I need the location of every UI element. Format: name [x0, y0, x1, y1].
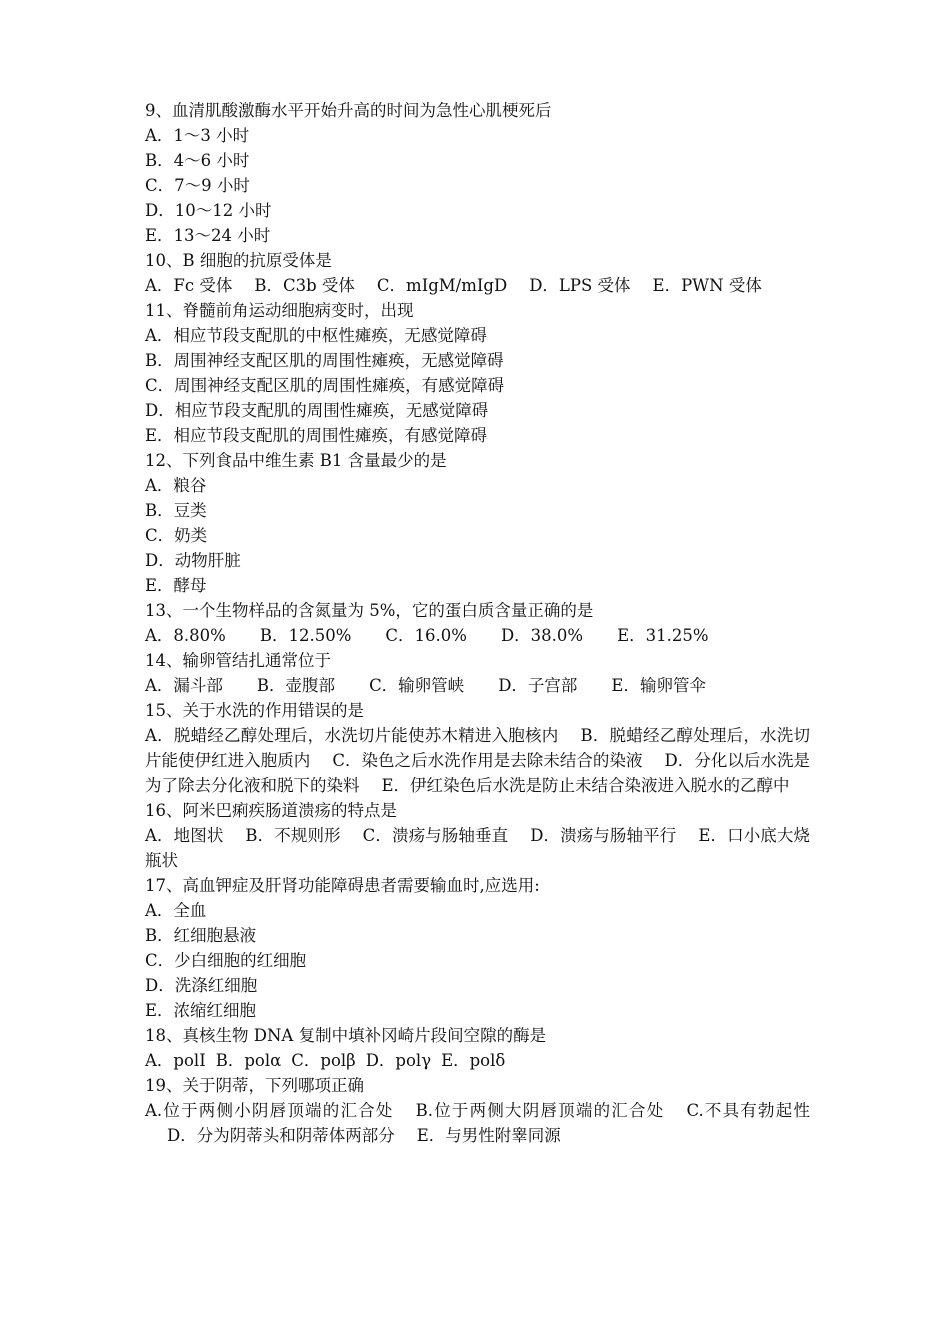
answer-option: E．PWN 受体	[652, 276, 762, 295]
question-stem: 14、输卵管结扎通常位于	[145, 651, 331, 670]
answer-option: B．脱蜡经乙醇处理后，水洗切片能使伊红进入胞质内	[145, 726, 810, 770]
answer-option: C．奶类	[145, 526, 208, 545]
answer-options-row	[145, 623, 810, 648]
answer-option: B．红细胞悬液	[145, 926, 257, 945]
answer-option: C．周围神经支配区肌的周围性瘫痪，有感觉障碍	[145, 376, 505, 395]
answer-option: A．8.80%	[145, 626, 226, 645]
question-block	[145, 98, 810, 248]
answer-option: D．LPS 受体	[529, 276, 631, 295]
question-block	[145, 448, 810, 598]
answer-option: C．polβ	[291, 1051, 356, 1070]
answer-option: A．相应节段支配肌的中枢性瘫痪，无感觉障碍	[145, 326, 487, 345]
answer-option: D．动物肝脏	[145, 551, 241, 570]
answer-option: E．与男性附睾同源	[416, 1126, 561, 1145]
answer-option: B.位于两侧大阴唇顶端的汇合处	[415, 1101, 665, 1120]
answer-option: E．13～24 小时	[145, 226, 271, 245]
answer-option: B．C3b 受体	[254, 276, 355, 295]
question-block	[145, 648, 810, 698]
question-block	[145, 698, 810, 798]
question-block	[145, 248, 810, 298]
question-stem: 15、关于水洗的作用错误的是	[145, 701, 364, 720]
answer-option: C．染色之后水洗作用是去除未结合的染液	[332, 751, 643, 770]
question-block	[145, 1073, 810, 1148]
answer-option: C．溃疡与肠轴垂直	[362, 826, 509, 845]
answer-option: D．溃疡与肠轴平行	[530, 826, 677, 845]
question-stem: 11、脊髓前角运动细胞病变时，出现	[145, 301, 414, 320]
answer-option: D．洗涤红细胞	[145, 976, 258, 995]
answer-option: C．少白细胞的红细胞	[145, 951, 307, 970]
answer-option: A．地图状	[145, 826, 224, 845]
question-block	[145, 598, 810, 648]
question-stem: 18、真核生物 DNA 复制中填补冈崎片段间空隙的酶是	[145, 1026, 547, 1045]
question-block	[145, 1023, 810, 1073]
question-block	[145, 873, 810, 1023]
question-stem: 16、阿米巴痢疾肠道溃疡的特点是	[145, 801, 397, 820]
answer-option: A．漏斗部	[145, 676, 223, 695]
question-stem: 13、一个生物样品的含氮量为 5%，它的蛋白质含量正确的是	[145, 601, 594, 620]
answer-option: D．子宫部	[498, 676, 578, 695]
answer-option: E．伊红染色后水洗是防止未结合染液进入脱水的乙醇中	[381, 776, 790, 795]
answer-option: A．脱蜡经乙醇处理后，水洗切片能使苏木精进入胞核内	[145, 726, 559, 745]
question-list	[145, 98, 810, 1148]
answer-option: D．相应节段支配肌的周围性瘫痪，无感觉障碍	[145, 401, 489, 420]
answer-option: E．口小底大烧瓶状	[145, 826, 810, 870]
answer-option: B．12.50%	[259, 626, 352, 645]
answer-option: C．7～9 小时	[145, 176, 250, 195]
answer-option: A．1～3 小时	[145, 126, 250, 145]
answer-option: B．不规则形	[245, 826, 341, 845]
answer-option: B．豆类	[145, 501, 207, 520]
answer-option: B．4～6 小时	[145, 151, 250, 170]
answer-option: A.位于两侧小阴唇顶端的汇合处	[145, 1101, 394, 1120]
answer-option: C．输卵管峡	[369, 676, 465, 695]
answer-option: A．Fc 受体	[145, 276, 233, 295]
answer-option: E．输卵管伞	[611, 676, 706, 695]
question-stem: 12、下列食品中维生素 B1 含量最少的是	[145, 451, 447, 470]
answer-options-row	[145, 1048, 810, 1073]
answer-option: A．polⅠ	[145, 1051, 206, 1070]
answer-option: E．31.25%	[617, 626, 709, 645]
answer-option: D．分化以后水洗是为了除去分化液和脱下的染料	[145, 751, 811, 795]
answer-option: B．周围神经支配区肌的周围性瘫痪，无感觉障碍	[145, 351, 504, 370]
answer-option: C．16.0%	[385, 626, 467, 645]
answer-option: D．38.0%	[500, 626, 584, 645]
answer-option: E．酵母	[145, 576, 207, 595]
question-block	[145, 298, 810, 448]
question-stem: 19、关于阴蒂，下列哪项正确	[145, 1076, 364, 1095]
answer-options-paragraph	[145, 723, 810, 798]
answer-options-row	[145, 673, 810, 698]
answer-option: A．全血	[145, 901, 207, 920]
answer-option: D．10～12 小时	[145, 201, 272, 220]
answer-option: D．polγ	[365, 1051, 432, 1070]
answer-option: B．polα	[215, 1051, 282, 1070]
answer-option: A．粮谷	[145, 476, 207, 495]
answer-option: E．polδ	[441, 1051, 506, 1070]
answer-option: E．相应节段支配肌的周围性瘫痪，有感觉障碍	[145, 426, 488, 445]
question-block	[145, 798, 810, 873]
answer-options-paragraph	[145, 273, 810, 298]
answer-option: E．浓缩红细胞	[145, 1001, 257, 1020]
answer-option: C.不具有勃起性	[686, 1101, 810, 1120]
answer-options-paragraph	[145, 1098, 810, 1148]
question-stem: 9、血清肌酸激酶水平开始升高的时间为急性心肌梗死后	[145, 101, 552, 120]
answer-options-paragraph	[145, 823, 810, 873]
question-stem: 10、B 细胞的抗原受体是	[145, 251, 332, 270]
answer-option: D．分为阴蒂头和阴蒂体两部分	[167, 1126, 395, 1145]
question-stem: 17、高血钾症及肝肾功能障碍患者需要输血时,应选用:	[145, 876, 540, 895]
answer-option: C．mIgM/mIgD	[376, 276, 508, 295]
answer-option: B．壶腹部	[256, 676, 336, 695]
